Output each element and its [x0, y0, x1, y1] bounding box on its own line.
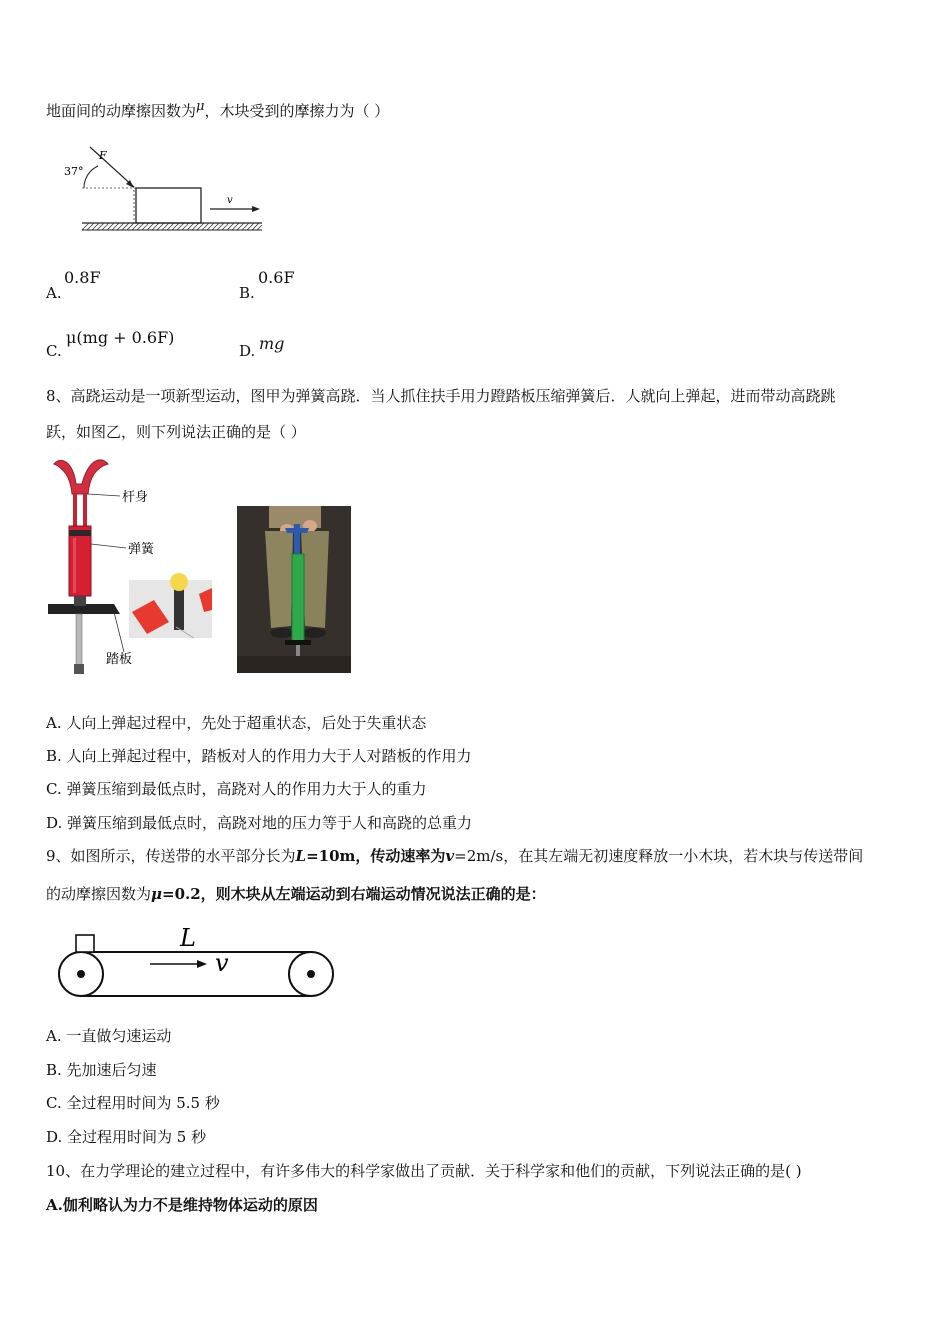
q8-option-b: B. 人向上弹起过程中，踏板对人的作用力大于人对踏板的作用力 [46, 747, 472, 765]
pogo-stick-diagram [44, 452, 219, 677]
length-label: L [180, 924, 196, 952]
q9-var-L: L [295, 847, 307, 865]
block [136, 188, 201, 223]
stick-tube [292, 554, 304, 642]
q8-stem-line2: 跃，如图乙，则下列说法正确的是（ ） [46, 423, 306, 441]
pogo-jump-photo [237, 506, 351, 673]
q7-option-d-label: D. [239, 342, 256, 360]
q7-option-d-value: mg [259, 334, 285, 353]
q7-option-a-value: 0.8F [64, 268, 101, 287]
q7-stem-suffix: ，木块受到的摩擦力为（ ） [204, 102, 390, 120]
q9-stem-part2: =10m，传动速率为 [306, 847, 446, 865]
q8-stem-line1: 8、高跷运动是一项新型运动，图甲为弹簧高跷．当人抓住扶手用力蹬踏板压缩弹簧后．人就向上弹起，进而带动高跷跳 [46, 387, 836, 405]
right-leg [301, 531, 329, 628]
q9-option-d: D. 全过程用时间为 5 秒 [46, 1128, 207, 1146]
label-spring: 弹簧 [128, 542, 155, 557]
q7-option-c-label: C. [46, 342, 62, 360]
velocity-label: v [215, 949, 229, 977]
q7-stem-prefix: 地面间的动摩擦因数为 [46, 102, 197, 120]
label-rod: 杆身 [122, 490, 149, 505]
q9-stem-line1 [46, 846, 863, 866]
q10-option-a: A.伽利略认为力不是维持物体运动的原因 [46, 1196, 318, 1214]
q7-mu: μ [196, 99, 205, 114]
q7-option-c-value: μ(mg + 0.6F) [66, 328, 175, 347]
q7-option-b-value: 0.6F [258, 268, 295, 287]
label-pedal: 踏板 [106, 652, 133, 667]
q10-stem: 10、在力学理论的建立过程中，有许多伟大的科学家做出了贡献．关于科学家和他们的贡献，下列说法正确的是( ) [46, 1162, 802, 1180]
q9-option-a: A. 一直做匀速运动 [46, 1027, 172, 1045]
q9-option-b: B. 先加速后匀速 [46, 1061, 157, 1079]
handle [54, 460, 108, 494]
q8-option-a: A. 人向上弹起过程中，先处于超重状态，后处于失重状态 [46, 714, 427, 732]
q9-option-c: C. 全过程用时间为 5.5 秒 [46, 1094, 220, 1112]
q7-option-a-label: A. [46, 284, 62, 302]
q9-stem-line2 [46, 884, 546, 904]
q9-stem-part3: =2m/s，在其左端无初速度释放一小木块，若木块与传送带间 [454, 847, 864, 865]
q9-stem-part5: =0.2，则木块从左端运动到右端运动情况说法正确的是： [162, 885, 546, 903]
force-label: F [99, 149, 107, 162]
q9-stem-part4: 的动摩擦因数为 [46, 885, 152, 903]
q8-option-c: C. 弹簧压缩到最低点时，高跷对人的作用力大于人的重力 [46, 780, 427, 798]
velocity-label: v [227, 195, 233, 206]
q7-option-b-label: B. [239, 284, 255, 302]
angle-label: 37° [64, 165, 84, 178]
q7-figure [60, 135, 270, 245]
spring-tube [69, 526, 91, 596]
q7-stem [46, 101, 389, 123]
q8-option-d: D. 弹簧压缩到最低点时，高跷对地的压力等于人和高跷的总重力 [46, 814, 473, 832]
q9-var-mu: μ [151, 885, 162, 903]
wood-block [76, 935, 94, 952]
q9-stem-part1: 9、如图所示，传送带的水平部分长为 [46, 847, 296, 865]
ground-hatch [82, 223, 262, 230]
angle-arc [84, 166, 98, 188]
conveyor-belt-figure [55, 922, 340, 1002]
q9-var-v: v [445, 847, 455, 865]
